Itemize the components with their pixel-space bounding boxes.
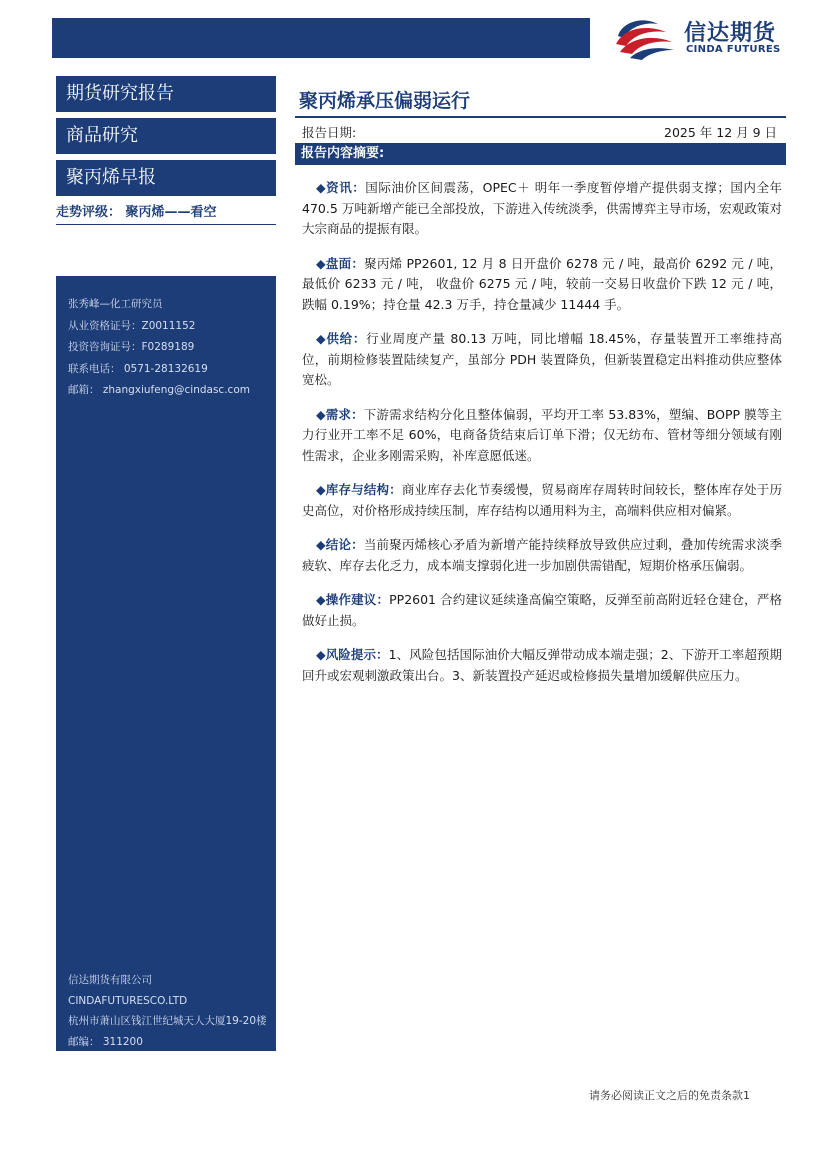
company-name: 信达期货有限公司 (68, 974, 152, 986)
contact-email: 邮箱： zhangxiufeng@cindasc.com (68, 384, 250, 396)
section-text: 聚丙烯 PP2601, 12 月 8 日开盘价 6278 元 / 吨，最高价 6292 元 / 吨，最低价 6233 元 / 吨， 收盘价 6275 元 / 吨，较前一交易日收盘价下跌 12 元 / 吨，跌幅 0.19%；持仓量 42.3 万手，持仓量减少 11444 手。 (302, 255, 782, 312)
section-lead: ◆风险提示： (316, 647, 389, 662)
section-lead: ◆结论： (316, 537, 364, 552)
logo-english-name: CINDA FUTURES (686, 44, 781, 55)
sidebar-report-type: 期货研究报告 (56, 76, 276, 112)
section-text: 下游需求结构分化且整体偏弱，平均开工率 53.83%，塑编、BOPP 膜等主力行业开工率不足 60%，电商备货结束后订单下滑；仅无纺布、管材等细分领域有刚性需求，企业多刚需采购，补库意愿低迷。 (302, 406, 782, 463)
sidebar (56, 76, 276, 1051)
report-date: 2025 年 12 月 9 日 (664, 125, 778, 140)
section-market (302, 254, 782, 316)
sidebar-report-name: 聚丙烯早报 (56, 160, 276, 196)
logo-chinese-name: 信达期货 (684, 21, 777, 46)
summary-heading: 报告内容摘要: (295, 143, 786, 165)
section-risk (302, 645, 782, 686)
cinda-logo (612, 14, 812, 60)
sidebar-category: 商品研究 (56, 118, 276, 154)
section-text: 当前聚丙烯核心矛盾为新增产能持续释放导致供应过剩，叠加传统需求淡季疲软、库存去化乏力，成本端支撑弱化进一步加剧供需错配，短期价格承压偏弱。 (302, 537, 782, 573)
trend-rating: 走势评级： 聚丙烯——看空 (56, 202, 276, 225)
qualification-number: 从业资格证号：Z0011152 (68, 319, 196, 332)
section-demand (302, 405, 782, 467)
consulting-number: 投资咨询证号：F0289189 (68, 341, 195, 353)
report-body (302, 178, 782, 700)
company-postcode: 邮编： 311200 (68, 1035, 143, 1048)
section-lead: ◆库存与结构： (316, 482, 402, 497)
section-lead: ◆资讯： (316, 180, 366, 195)
header-bar (52, 18, 590, 58)
section-text: PP2601 合约建议延续逢高偏空策略，反弹至前高附近轻仓建仓，严格做好止损。 (302, 592, 782, 628)
disclaimer-footer: 请务必阅读正文之后的免责条款1 (589, 1089, 750, 1102)
section-supply (302, 329, 782, 391)
section-lead: ◆需求： (316, 406, 364, 422)
report-title: 聚丙烯承压偏弱运行 (299, 90, 471, 112)
sidebar-info-panel (56, 276, 276, 1051)
title-divider (295, 116, 786, 118)
company-info (68, 970, 267, 1052)
contact-phone: 联系电话： 0571-28132619 (68, 362, 208, 375)
section-text: 1、风险包括国际油价大幅反弹带动成本端走强；2、下游开工率超预期回升或宏观刺激政策出台。3、新装置投产延迟或检修损失量增加缓解供应压力。 (302, 647, 782, 683)
section-news (302, 178, 782, 240)
section-text: 行业周度产量 80.13 万吨，同比增幅 18.45%，存量装置开工率维持高位，前期检修装置陆续复产，虽部分 PDH 装置降负，但新装置稳定出料推动供应整体宽松。 (302, 331, 782, 387)
logo-mark-icon (612, 14, 678, 60)
analyst-contact (68, 294, 250, 402)
section-conclusion (302, 535, 782, 576)
section-text: 国际油价区间震荡，OPEC＋ 明年一季度暂停增产提供弱支撑；国内全年 470.5 万吨新增产能已全部投放，下游进入传统淡季，供需博弈主导市场，宏观政策对大宗商品的提振有限。 (302, 180, 782, 236)
report-date-label: 报告日期: (302, 125, 357, 140)
company-address: 杭州市萧山区钱江世纪城天人大厦19-20楼 (68, 1015, 267, 1027)
section-inventory (302, 480, 782, 521)
section-strategy (302, 590, 782, 631)
section-lead: ◆盘面： (316, 255, 365, 271)
section-lead: ◆供给： (316, 331, 367, 346)
analyst-name: 张秀峰—化工研究员 (68, 298, 163, 310)
section-lead: ◆操作建议： (316, 592, 390, 607)
section-text: 商业库存去化节奏缓慢，贸易商库存周转时间较长，整体库存处于历史高位，对价格形成持续压制，库存结构以通用料为主，高端料供应相对偏紧。 (302, 482, 782, 518)
company-english-name: CINDAFUTURESCO.LTD (68, 994, 188, 1007)
